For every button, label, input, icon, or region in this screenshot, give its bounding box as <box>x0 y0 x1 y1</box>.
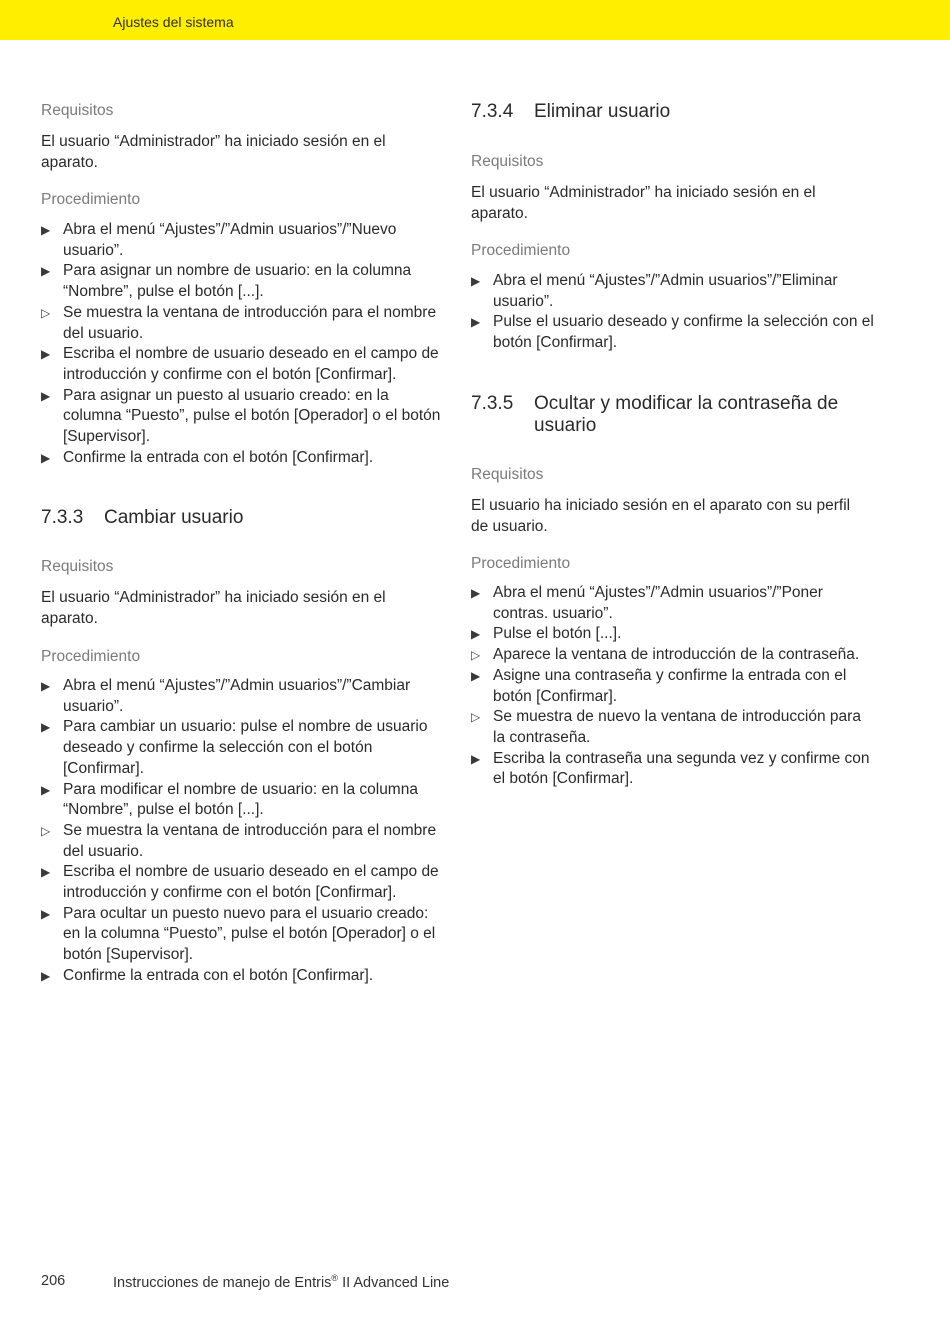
action-step <box>471 624 876 645</box>
step-text: Abra el menú “Ajustes”/”Admin usuarios”/”Poner contras. usuario”. <box>493 584 823 622</box>
action-triangle-icon: ▶ <box>471 315 481 330</box>
section-number: 7.3.4 <box>471 101 514 122</box>
step-text: Abra el menú “Ajustes”/”Admin usuarios”/”Nuevo usuario”. <box>63 221 397 259</box>
footer-title-text: Instrucciones de manejo de Entris <box>113 1274 332 1291</box>
requirements-label: Requisitos <box>471 153 544 170</box>
section-heading-7-3-5 <box>471 393 876 437</box>
action-triangle-icon: ▶ <box>41 968 51 983</box>
action-triangle-icon: ▶ <box>41 865 51 880</box>
procedure-steps <box>471 583 876 790</box>
step-text: Se muestra de nuevo la ventana de introducción para la contraseña. <box>493 708 861 746</box>
result-step <box>41 821 441 862</box>
section-number: 7.3.3 <box>41 507 84 528</box>
action-step <box>41 904 441 966</box>
result-triangle-icon: ▷ <box>471 648 481 663</box>
section-title: Eliminar usuario <box>534 101 671 122</box>
result-triangle-icon: ▷ <box>41 823 51 838</box>
result-step <box>471 645 876 666</box>
footer-document-title <box>113 1273 449 1291</box>
action-step <box>41 676 441 717</box>
procedure-steps <box>41 676 441 987</box>
action-triangle-icon: ▶ <box>471 751 481 766</box>
registered-mark: ® <box>331 1273 339 1283</box>
procedure-label: Procedimiento <box>41 191 141 208</box>
action-triangle-icon: ▶ <box>41 388 51 403</box>
result-step <box>41 303 441 344</box>
section-heading-7-3-3 <box>41 507 441 529</box>
step-text: Confirme la entrada con el botón [Confirmar]. <box>63 448 374 466</box>
action-step <box>41 386 441 448</box>
action-step <box>41 220 441 261</box>
procedure-label: Procedimiento <box>41 648 141 665</box>
action-triangle-icon: ▶ <box>471 274 481 288</box>
action-step <box>41 717 441 779</box>
action-triangle-icon: ▶ <box>41 223 51 237</box>
page-number: 206 <box>41 1273 66 1289</box>
action-step <box>41 862 441 903</box>
action-triangle-icon: ▶ <box>41 679 51 693</box>
requirements-text: El usuario “Administrador” ha iniciado sesión en el aparato. <box>41 589 386 627</box>
action-triangle-icon: ▶ <box>41 450 51 465</box>
action-step <box>41 966 441 987</box>
action-triangle-icon: ▶ <box>41 782 51 797</box>
step-text: Escriba la contraseña una segunda vez y confirme con el botón [Confirmar]. <box>493 749 870 788</box>
action-triangle-icon: ▶ <box>41 906 51 921</box>
step-text: Aparece la ventana de introducción de la contraseña. <box>493 646 860 664</box>
action-step <box>471 666 876 707</box>
step-text: Para asignar un nombre de usuario: en la columna “Nombre”, pulse el botón [...]. <box>63 262 412 301</box>
action-triangle-icon: ▶ <box>41 347 51 362</box>
step-text: Pulse el botón [...]. <box>493 625 622 643</box>
requirements-label: Requisitos <box>41 102 114 119</box>
section-title: Cambiar usuario <box>104 507 244 528</box>
step-text: Abra el menú “Ajustes”/”Admin usuarios”/”Eliminar usuario”. <box>493 272 838 310</box>
step-text: Escriba el nombre de usuario deseado en el campo de introducción y confirme con el botón [Confirmar]. <box>63 345 439 383</box>
result-triangle-icon: ▷ <box>471 710 481 725</box>
action-triangle-icon: ▶ <box>471 627 481 642</box>
header-bar <box>0 0 950 40</box>
step-text: Se muestra la ventana de introducción para el nombre del usuario. <box>63 303 437 342</box>
step-text: Abra el menú “Ajustes”/”Admin usuarios”/”Cambiar usuario”. <box>63 677 411 715</box>
result-triangle-icon: ▷ <box>41 305 51 320</box>
step-text: Para modificar el nombre de usuario: en la columna “Nombre”, pulse el botón [...]. <box>63 780 418 819</box>
footer-title-suffix: II Advanced Line <box>338 1274 450 1291</box>
step-text: Pulse el usuario deseado y confirme la selección con el botón [Confirmar]. <box>493 313 874 352</box>
section-title: Ocultar y modificar la contraseña de usuario <box>534 393 839 436</box>
action-triangle-icon: ▶ <box>471 668 481 683</box>
procedure-label: Procedimiento <box>471 555 571 572</box>
result-step <box>471 707 876 748</box>
section-number: 7.3.5 <box>471 393 514 414</box>
action-step <box>471 749 876 790</box>
requirements-text: El usuario ha iniciado sesión en el aparato con su perfil de usuario. <box>471 497 851 535</box>
action-step <box>471 271 876 312</box>
procedure-steps <box>41 220 441 468</box>
procedure-label: Procedimiento <box>471 242 571 259</box>
requirements-text: El usuario “Administrador” ha iniciado sesión en el aparato. <box>41 133 386 171</box>
step-text: Asigne una contraseña y confirme la entrada con el botón [Confirmar]. <box>493 666 847 705</box>
step-text: Para cambiar un usuario: pulse el nombre de usuario deseado y confirme la selección con el botón [Confirmar]. <box>63 718 428 777</box>
action-triangle-icon: ▶ <box>471 586 481 600</box>
procedure-steps <box>471 271 876 354</box>
action-step <box>41 780 441 821</box>
action-step <box>41 261 441 302</box>
action-step <box>471 583 876 624</box>
action-step <box>471 312 876 353</box>
section-heading-7-3-4 <box>471 101 876 123</box>
action-step <box>41 448 441 469</box>
action-step <box>41 344 441 385</box>
requirements-label: Requisitos <box>41 558 114 575</box>
step-text: Se muestra la ventana de introducción para el nombre del usuario. <box>63 821 437 860</box>
action-triangle-icon: ▶ <box>41 720 51 735</box>
requirements-text: El usuario “Administrador” ha iniciado sesión en el aparato. <box>471 184 816 222</box>
step-text: Confirme la entrada con el botón [Confirmar]. <box>63 966 374 984</box>
step-text: Escriba el nombre de usuario deseado en el campo de introducción y confirme con el botón [Confirmar]. <box>63 863 439 902</box>
requirements-label: Requisitos <box>471 466 544 483</box>
action-triangle-icon: ▶ <box>41 264 51 279</box>
running-header-title: Ajustes del sistema <box>113 14 234 30</box>
step-text: Para ocultar un puesto nuevo para el usuario creado: en la columna “Puesto”, pulse el botón [Operador] o el botón [Supervisor]. <box>63 904 436 964</box>
step-text: Para asignar un puesto al usuario creado: en la columna “Puesto”, pulse el botón [Operador] o el botón [Supervisor]. <box>63 386 441 446</box>
